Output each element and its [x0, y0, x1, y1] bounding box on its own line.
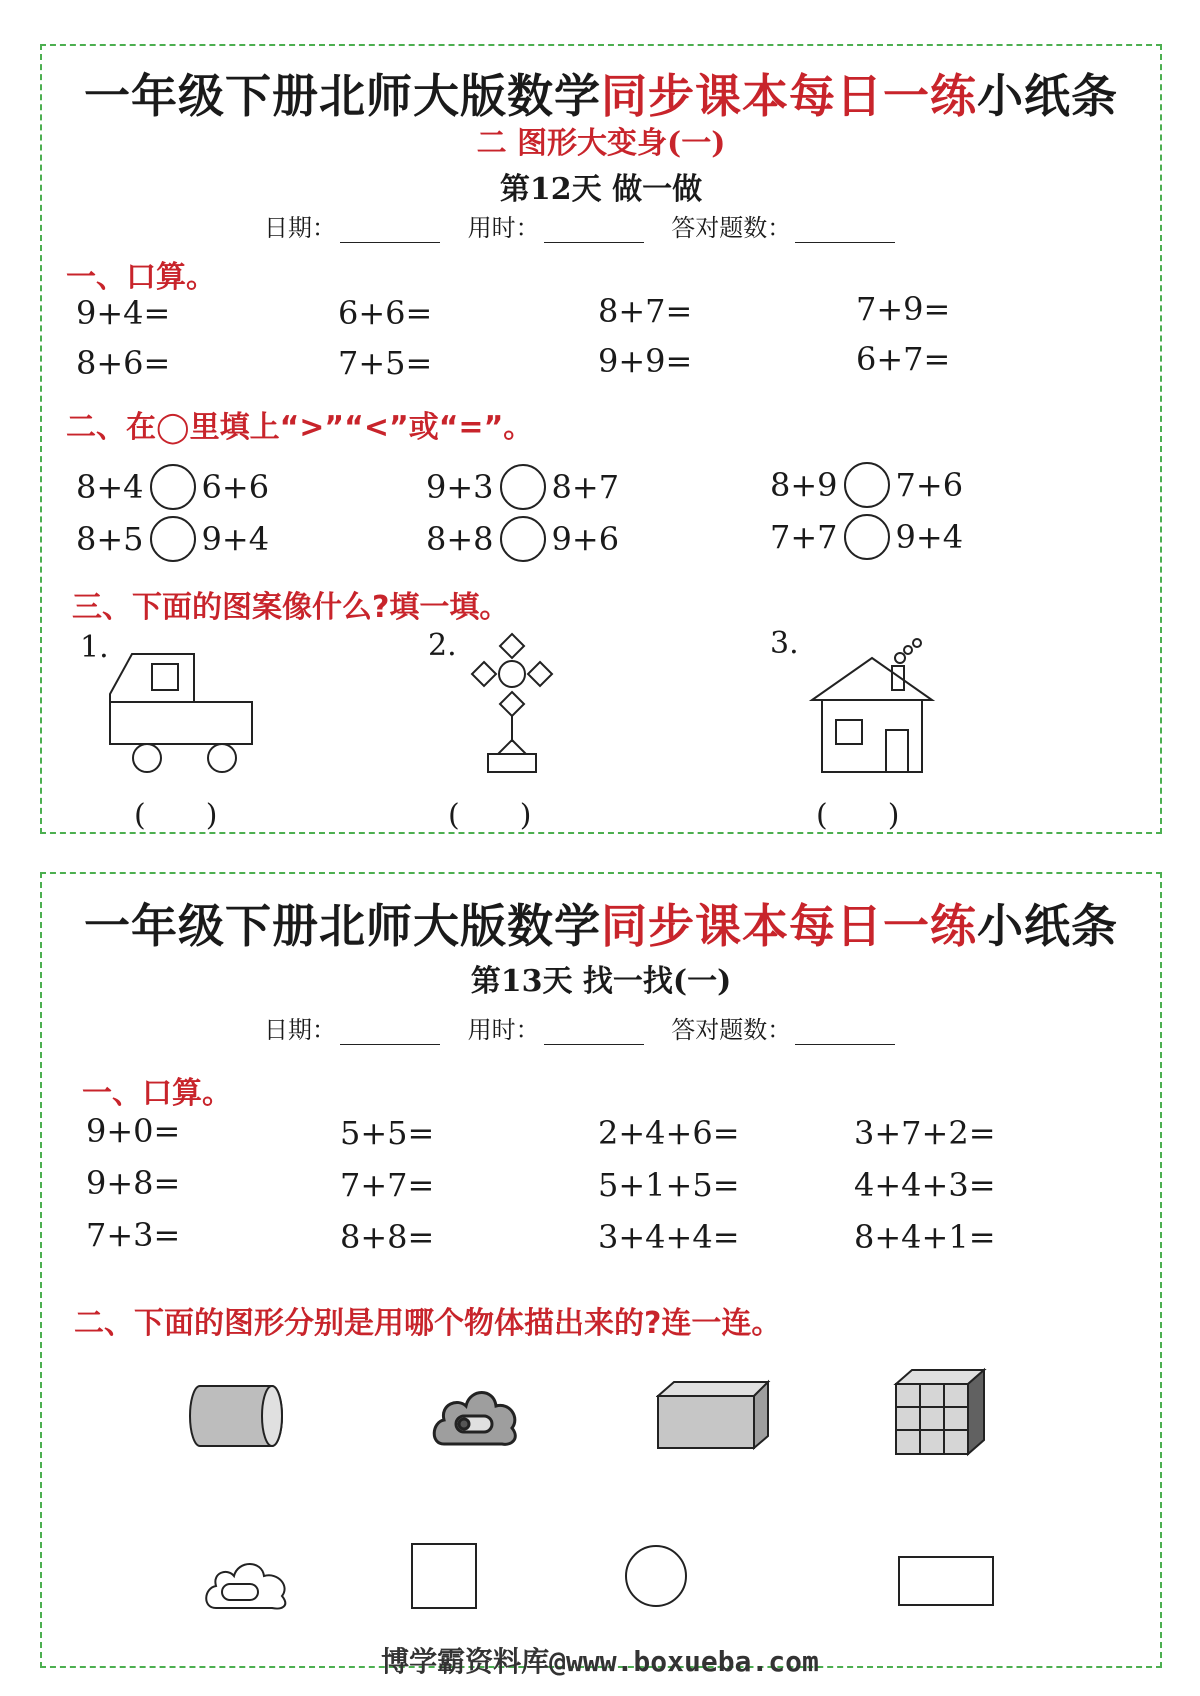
cylinder-object-icon[interactable]: [186, 1378, 286, 1454]
calc-item: 5+1+5=: [598, 1166, 740, 1204]
truck-pattern-icon: [102, 636, 262, 776]
day-title: 第13天 找一找(一): [470, 964, 732, 999]
compare-item: 8+5 9+4: [76, 516, 269, 562]
compare-item: 8+9 7+6: [770, 462, 963, 508]
calc-item: 4+4+3=: [854, 1166, 996, 1204]
calc-item: 9+9=: [598, 342, 693, 380]
calc-item: 9+0=: [86, 1112, 181, 1150]
correct-blank[interactable]: [795, 220, 895, 243]
date-blank[interactable]: [340, 220, 440, 243]
time-blank[interactable]: [544, 220, 644, 243]
circle-outline-icon[interactable]: [622, 1542, 690, 1610]
info-line: 日期： 用时： 答对题数：: [264, 1010, 915, 1045]
section-patterns: 三、下面的图案像什么?填一填。: [72, 590, 510, 625]
calc-item: 7+9=: [856, 290, 951, 328]
calc-item: 8+8=: [340, 1218, 435, 1256]
calc-item: 9+8=: [86, 1164, 181, 1202]
calc-item: 6+7=: [856, 340, 951, 378]
calc-item: 3+4+4=: [598, 1218, 740, 1256]
flower-pattern-icon: [462, 632, 562, 782]
house-pattern-icon: [802, 638, 942, 778]
cloud-eraser-object-icon[interactable]: [430, 1374, 520, 1454]
time-blank[interactable]: [544, 1022, 644, 1045]
worksheet-day12: [40, 44, 1162, 834]
calc-item: 8+7=: [598, 292, 693, 330]
answer-paren[interactable]: ( ): [448, 798, 532, 833]
calc-item: 6+6=: [338, 294, 433, 332]
section-mental-math: 一、口算。: [66, 260, 216, 295]
card2-title: 一年级下册北师大版数学同步课本每日一练小纸条: [84, 899, 1118, 953]
compare-item: 9+3 8+7: [426, 464, 619, 510]
section-match: 二、下面的图形分别是用哪个物体描出来的?连一连。: [74, 1306, 782, 1341]
info-line: 日期： 用时： 答对题数：: [264, 208, 915, 243]
compare-circle[interactable]: [150, 464, 196, 510]
pic-label: 3.: [770, 626, 799, 661]
pic-label: 2.: [428, 628, 457, 663]
calc-item: 9+4=: [76, 294, 171, 332]
compare-circle[interactable]: [844, 514, 890, 560]
day-title: 第12天 做一做: [499, 172, 703, 207]
compare-circle[interactable]: [500, 464, 546, 510]
calc-item: 7+7=: [340, 1166, 435, 1204]
calc-item: 8+6=: [76, 344, 171, 382]
compare-circle[interactable]: [844, 462, 890, 508]
calc-item: 3+7+2=: [854, 1114, 996, 1152]
watermark-footer: 博学霸资料库@www.boxueba.com: [381, 1645, 819, 1678]
calc-item: 7+3=: [86, 1216, 181, 1254]
unit-title: 二 图形大变身(一): [476, 126, 726, 161]
calc-item: 8+4+1=: [854, 1218, 996, 1256]
rectangle-outline-icon[interactable]: [896, 1554, 996, 1608]
cloud-outline-icon[interactable]: [202, 1554, 294, 1614]
answer-paren[interactable]: ( ): [134, 798, 218, 833]
compare-circle[interactable]: [500, 516, 546, 562]
compare-item: 7+7 9+4: [770, 514, 963, 560]
correct-blank[interactable]: [795, 1022, 895, 1045]
compare-item: 8+8 9+6: [426, 516, 619, 562]
card1-title: 一年级下册北师大版数学同步课本每日一练小纸条: [84, 69, 1118, 123]
square-outline-icon[interactable]: [408, 1540, 480, 1612]
cuboid-object-icon[interactable]: [656, 1378, 772, 1452]
calc-item: 5+5=: [340, 1114, 435, 1152]
compare-item: 8+4 6+6: [76, 464, 269, 510]
section-compare: 二、在◯里填上“>”“<”或“=”。: [66, 410, 534, 445]
pic-label: 1.: [80, 630, 109, 665]
compare-circle[interactable]: [150, 516, 196, 562]
worksheet-day13: [40, 872, 1162, 1668]
cube-object-icon[interactable]: [892, 1366, 988, 1458]
calc-item: 2+4+6=: [598, 1114, 740, 1152]
section-mental-math: 一、口算。: [82, 1076, 232, 1111]
date-blank[interactable]: [340, 1022, 440, 1045]
answer-paren[interactable]: ( ): [816, 798, 900, 833]
calc-item: 7+5=: [338, 344, 433, 382]
